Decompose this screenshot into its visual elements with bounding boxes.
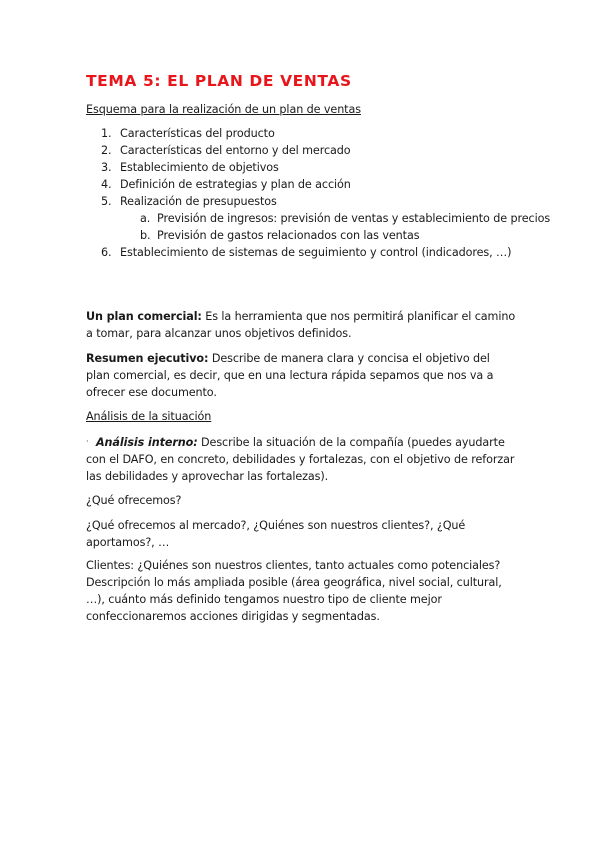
- analisis-interno-paragraph: [86, 433, 516, 485]
- list-item-label: Realización de presupuestos: [120, 195, 277, 208]
- resumen-text: Describe de manera clara y concisa el objetivo del plan comercial, es decir, que en una lectura rápida sepamos que nos va a ofrecer ese documento.: [86, 352, 494, 399]
- bullet-icon: ·: [86, 437, 89, 446]
- list-item: Características del producto: [120, 127, 275, 140]
- analisis-interno-text: Describe la situación de la compañía (puedes ayudarte con el DAFO, en concreto, debilidades y fortalezas, con el objetivo de reforzar las debilidades y aprovechar las fortalezas).: [86, 436, 515, 483]
- sub-list-item: Previsión de ingresos: previsión de ventas y establecimiento de precios: [157, 212, 551, 225]
- analisis-heading: Análisis de la situación: [86, 410, 212, 423]
- list-item: Características del entorno y del mercado: [120, 144, 351, 157]
- question-ofrecemos: ¿Qué ofrecemos?: [86, 494, 182, 507]
- section-subtitle: Esquema para la realización de un plan de ventas: [86, 103, 361, 116]
- list-item: Establecimiento de sistemas de seguimiento y control (indicadores, …): [120, 246, 512, 259]
- list-item: Establecimiento de objetivos: [120, 161, 279, 174]
- page-title: TEMA 5: EL PLAN DE VENTAS: [86, 72, 352, 90]
- plan-steps-list: [86, 125, 560, 261]
- plan-comercial-text: Es la herramienta que nos permitirá planificar el camino a tomar, para alcanzar unos objetivos definidos.: [86, 310, 516, 340]
- sub-list-item: Previsión de gastos relacionados con las ventas: [157, 229, 420, 242]
- plan-comercial-term: Un plan comercial:: [86, 310, 202, 323]
- resumen-term: Resumen ejecutivo:: [86, 352, 209, 365]
- analisis-interno-term: Análisis interno:: [96, 436, 198, 449]
- questions-paragraph: ¿Qué ofrecemos al mercado?, ¿Quiénes son nuestros clientes?, ¿Qué aportamos?, …: [86, 519, 466, 549]
- list-item: [120, 193, 560, 244]
- clientes-paragraph: Clientes: ¿Quiénes son nuestros clientes, tanto actuales como potenciales? Descripción lo más ampliada posible (área geográfica, nivel social, cultural, …), cuánto más definido tengamos nuestro tipo de cliente mejor confeccionaremos acciones dirigidas y segmentadas.: [86, 559, 502, 623]
- plan-comercial-paragraph: [86, 308, 516, 342]
- budget-sublist: [120, 210, 560, 244]
- list-item: Definición de estrategias y plan de acción: [120, 178, 351, 191]
- resumen-paragraph: [86, 350, 516, 401]
